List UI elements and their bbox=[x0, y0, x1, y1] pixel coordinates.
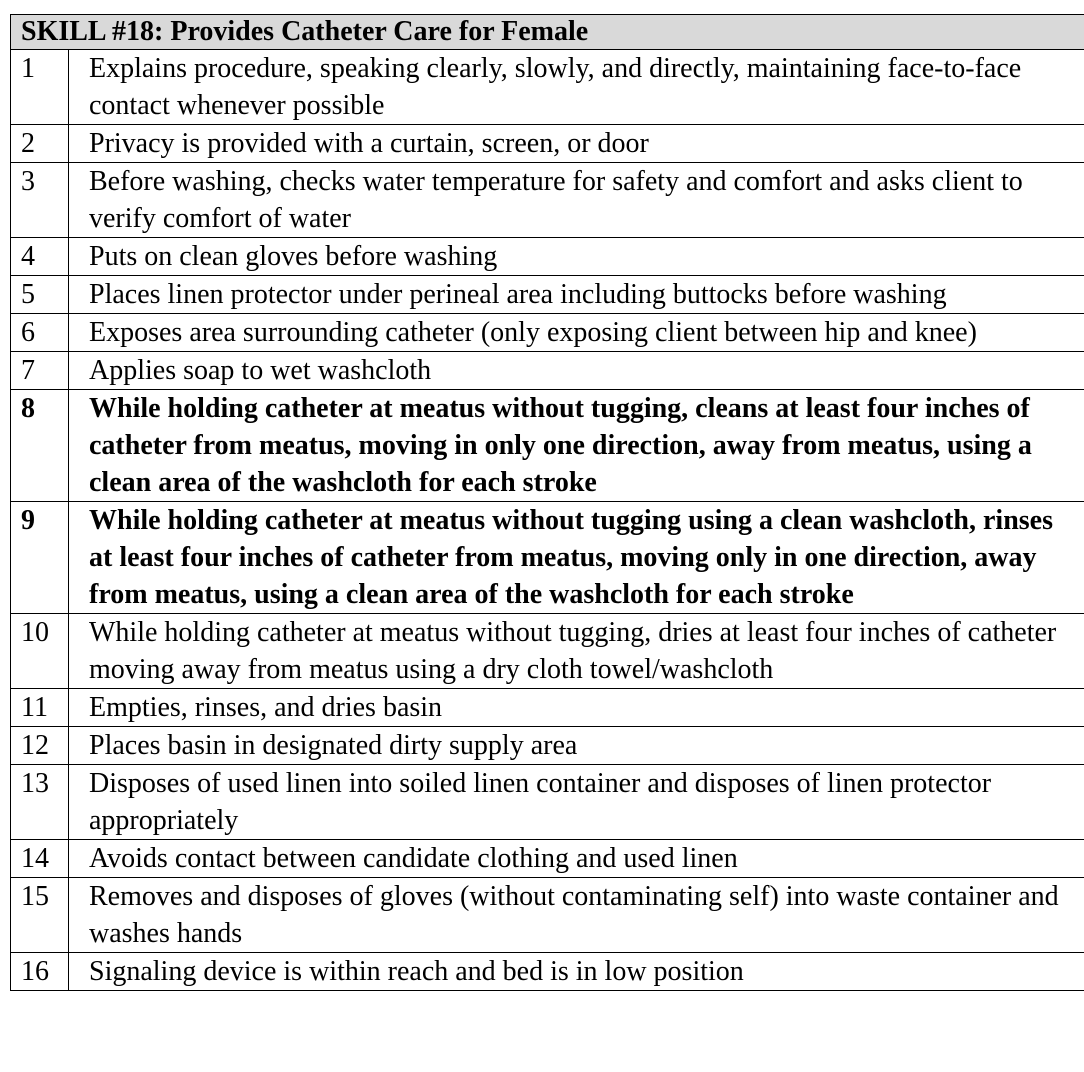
step-number: 10 bbox=[11, 614, 69, 689]
step-text: Before washing, checks water temperature for safety and comfort and asks client to verify comfort of water bbox=[69, 163, 1084, 238]
step-number: 4 bbox=[11, 238, 69, 276]
step-text: Puts on clean gloves before washing bbox=[69, 238, 1084, 276]
skill-header-row bbox=[11, 15, 1084, 50]
step-text: Applies soap to wet washcloth bbox=[69, 352, 1084, 390]
step-row bbox=[11, 727, 1084, 765]
step-number: 14 bbox=[11, 840, 69, 878]
step-text: Places basin in designated dirty supply area bbox=[69, 727, 1084, 765]
step-number: 2 bbox=[11, 125, 69, 163]
step-number: 1 bbox=[11, 50, 69, 125]
step-row bbox=[11, 238, 1084, 276]
step-row bbox=[11, 840, 1084, 878]
step-text: Explains procedure, speaking clearly, slowly, and directly, maintaining face-to-face contact whenever possible bbox=[69, 50, 1084, 125]
step-number: 8 bbox=[11, 390, 69, 502]
step-number: 15 bbox=[11, 878, 69, 953]
skill-checklist-body bbox=[11, 15, 1084, 991]
step-text: While holding catheter at meatus without tugging, dries at least four inches of catheter moving away from meatus using a dry cloth towel/washcloth bbox=[69, 614, 1084, 689]
step-row bbox=[11, 50, 1084, 125]
step-row bbox=[11, 352, 1084, 390]
step-number: 13 bbox=[11, 765, 69, 840]
step-number: 12 bbox=[11, 727, 69, 765]
step-text: Empties, rinses, and dries basin bbox=[69, 689, 1084, 727]
step-text: Privacy is provided with a curtain, screen, or door bbox=[69, 125, 1084, 163]
step-text: While holding catheter at meatus without tugging, cleans at least four inches of catheter from meatus, moving in only one direction, away from meatus, using a clean area of the washcloth for each stroke bbox=[69, 390, 1084, 502]
step-text: While holding catheter at meatus without tugging using a clean washcloth, rinses at least four inches of catheter from meatus, moving only in one direction, away from meatus, using a clean area of the washcloth for each stroke bbox=[69, 502, 1084, 614]
step-number: 6 bbox=[11, 314, 69, 352]
step-row bbox=[11, 276, 1084, 314]
step-number: 5 bbox=[11, 276, 69, 314]
step-text: Disposes of used linen into soiled linen container and disposes of linen protector appropriately bbox=[69, 765, 1084, 840]
step-text: Avoids contact between candidate clothing and used linen bbox=[69, 840, 1084, 878]
step-row bbox=[11, 502, 1084, 614]
step-row bbox=[11, 953, 1084, 991]
step-text: Signaling device is within reach and bed is in low position bbox=[69, 953, 1084, 991]
step-row bbox=[11, 163, 1084, 238]
step-row bbox=[11, 390, 1084, 502]
skill-title: SKILL #18: Provides Catheter Care for Female bbox=[11, 15, 1084, 50]
step-number: 7 bbox=[11, 352, 69, 390]
step-text: Removes and disposes of gloves (without contaminating self) into waste container and washes hands bbox=[69, 878, 1084, 953]
step-text: Places linen protector under perineal area including buttocks before washing bbox=[69, 276, 1084, 314]
step-number: 9 bbox=[11, 502, 69, 614]
step-row bbox=[11, 689, 1084, 727]
skill-checklist-table bbox=[10, 14, 1084, 991]
step-row bbox=[11, 878, 1084, 953]
step-row bbox=[11, 614, 1084, 689]
step-text: Exposes area surrounding catheter (only exposing client between hip and knee) bbox=[69, 314, 1084, 352]
step-row bbox=[11, 765, 1084, 840]
step-number: 11 bbox=[11, 689, 69, 727]
step-row bbox=[11, 314, 1084, 352]
step-row bbox=[11, 125, 1084, 163]
step-number: 16 bbox=[11, 953, 69, 991]
step-number: 3 bbox=[11, 163, 69, 238]
